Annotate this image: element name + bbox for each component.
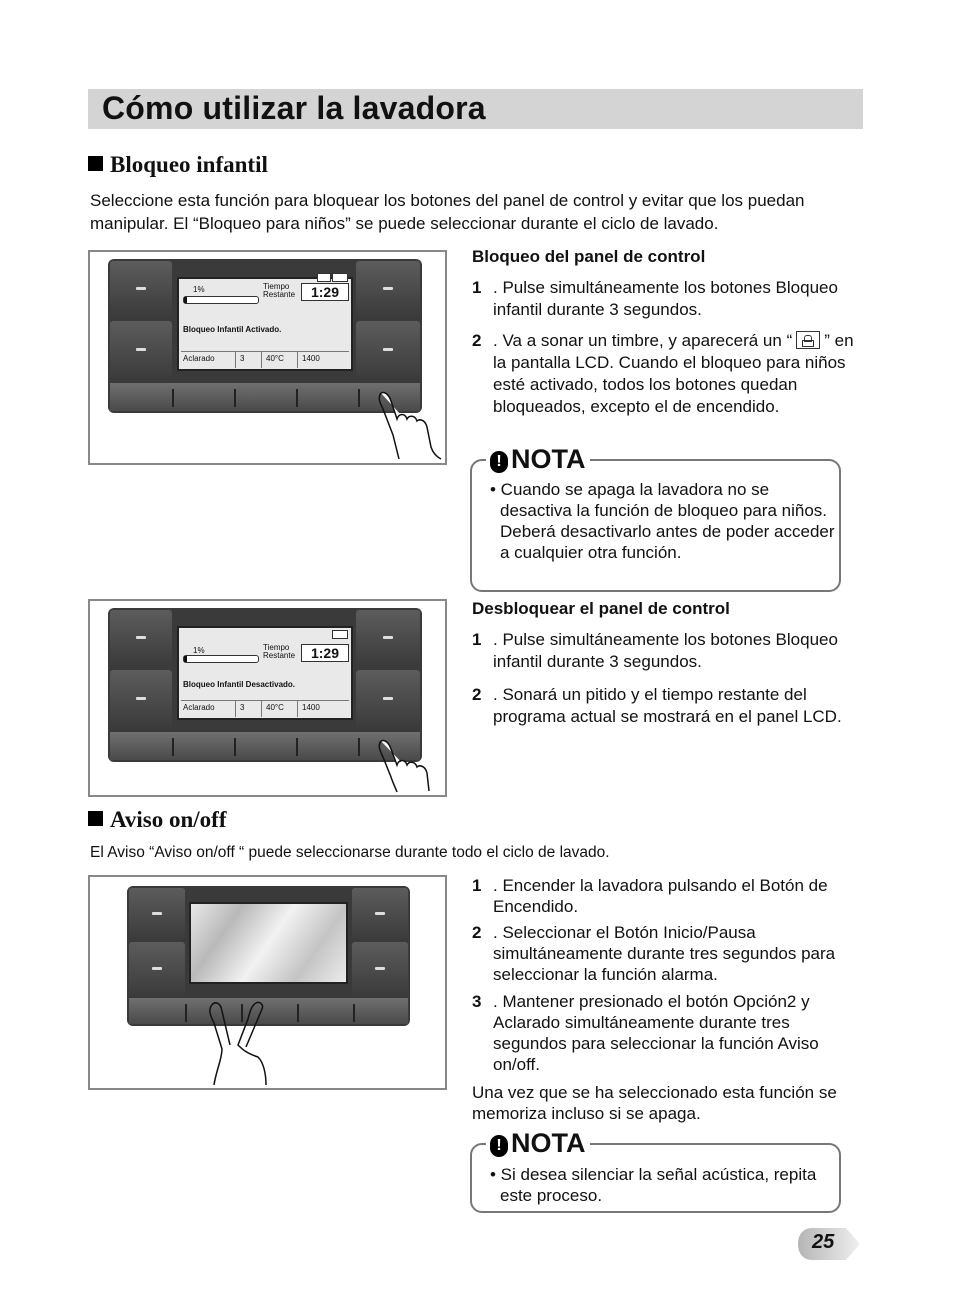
section1-intro: Seleccione esta función para bloquear los botones del panel de control y evitar que los puedan manipular. El “Bloqueo para niños” se puede seleccionar durante el ciclo de lavado. [90,191,805,233]
panel-button [352,888,408,940]
figure-unlock-panel [88,599,447,797]
panel-button [129,888,185,940]
lcd-footer: Aclarado 3 40°C 1400 [181,351,349,366]
key-icon [332,630,348,639]
lcd-tiempo: Tiempo Restante [263,643,296,660]
lcd-progress [183,655,259,663]
lock-heading: Bloqueo del panel de control [472,247,706,266]
unlock-step-1: 1 . Pulse simultáneamente los botones Bloqueo infantil durante 3 segundos. [472,630,838,671]
aviso-step-3: 3 . Mantener presionado el botón Opción2 y Aclarado simultáneamente durante tres segundos para seleccionar la función Aviso on/off. [472,992,819,1074]
panel-button [110,670,172,728]
lcd-tiempo: Tiempo Restante [263,282,296,299]
child-lock-icon [796,331,820,349]
panel-button [356,261,420,317]
page-number-badge [798,1226,860,1262]
section-heading-text: Aviso on/off [110,807,227,832]
panel-button [356,321,420,379]
two-fingers-hand-icon [202,997,274,1087]
nota-label: ! NOTA [486,1128,590,1159]
page-title: Cómo utilizar la lavadora [102,90,486,126]
pointing-hand-icon [375,737,435,793]
panel-button [110,610,172,666]
info-icon: ! [490,451,508,473]
lock-step-1: 1 . Pulse simultáneamente los botones Bloqueo infantil durante 3 segundos. [472,278,838,319]
panel-button-bar [110,732,420,760]
aviso-after-text: Una vez que se ha seleccionado esta función se memoriza incluso si se apaga. [472,1083,837,1123]
aviso-step-1: 1 . Encender la lavadora pulsando el Botón de Encendido. [472,876,828,916]
panel-button [110,321,172,379]
title-bar [88,89,863,129]
lcd-progress [183,296,259,304]
lcd-display [177,277,353,371]
info-icon: ! [490,1135,508,1157]
nota-label: ! NOTA [486,444,590,475]
unlock-heading: Desbloquear el panel de control [472,599,730,618]
lcd-message: Bloqueo Infantil Desactivado. [183,680,296,689]
panel-button-bar [110,383,420,411]
square-bullet-icon [88,811,103,826]
panel-button [129,942,185,996]
panel-button [110,261,172,317]
figure-lock-panel [88,250,447,465]
panel-button [352,942,408,996]
lcd-footer: Aclarado 3 40°C 1400 [181,700,349,715]
figure-aviso-panel [88,875,447,1090]
lcd-display [177,626,353,720]
section-heading-bloqueo [88,152,268,178]
lcd-time: 1:29 [301,644,349,662]
panel-button [356,610,420,666]
pointing-hand-icon [375,389,445,461]
nota-text: • Cuando se apaga la lavadora no se desactiva la función de bloqueo para niños. Deberá desactivarlo antes de poder acceder a cualquier otra función. [490,480,835,562]
lcd-percent: 1% [193,646,205,655]
lcd-message: Bloqueo Infantil Activado. [183,325,282,334]
page-number: 25 [812,1231,835,1253]
aviso-step-2: 2 . Seleccionar el Botón Inicio/Pausa simultáneamente durante tres segundos para seleccionar la función alarma. [472,923,836,984]
lcd-time: 1:29 [301,283,349,301]
lcd-display-blank [189,902,348,984]
square-bullet-icon [88,156,103,171]
nota-text: • Si desea silenciar la señal acústica, repita este proceso. [490,1165,817,1205]
section2-intro: El Aviso “Aviso on/off “ puede seleccionarse durante todo el ciclo de lavado. [90,844,610,861]
section-heading-text: Bloqueo infantil [110,152,268,177]
nota-box-1 [470,459,841,592]
lcd-percent: 1% [193,285,205,294]
section-heading-aviso [88,807,227,833]
lock-icon [317,273,331,282]
key-icon [332,273,348,282]
panel-button [356,670,420,728]
unlock-step-2: 2 . Sonará un pitido y el tiempo restante del programa actual se mostrará en el panel LCD. [472,685,842,726]
lock-step-2: 2 . Va a sonar un timbre, y aparecerá un “ ” en la pantalla LCD. Cuando el bloqueo para niños esté activado, todos los botones quedan bloqueados, excepto el de encendido. [472,331,854,416]
